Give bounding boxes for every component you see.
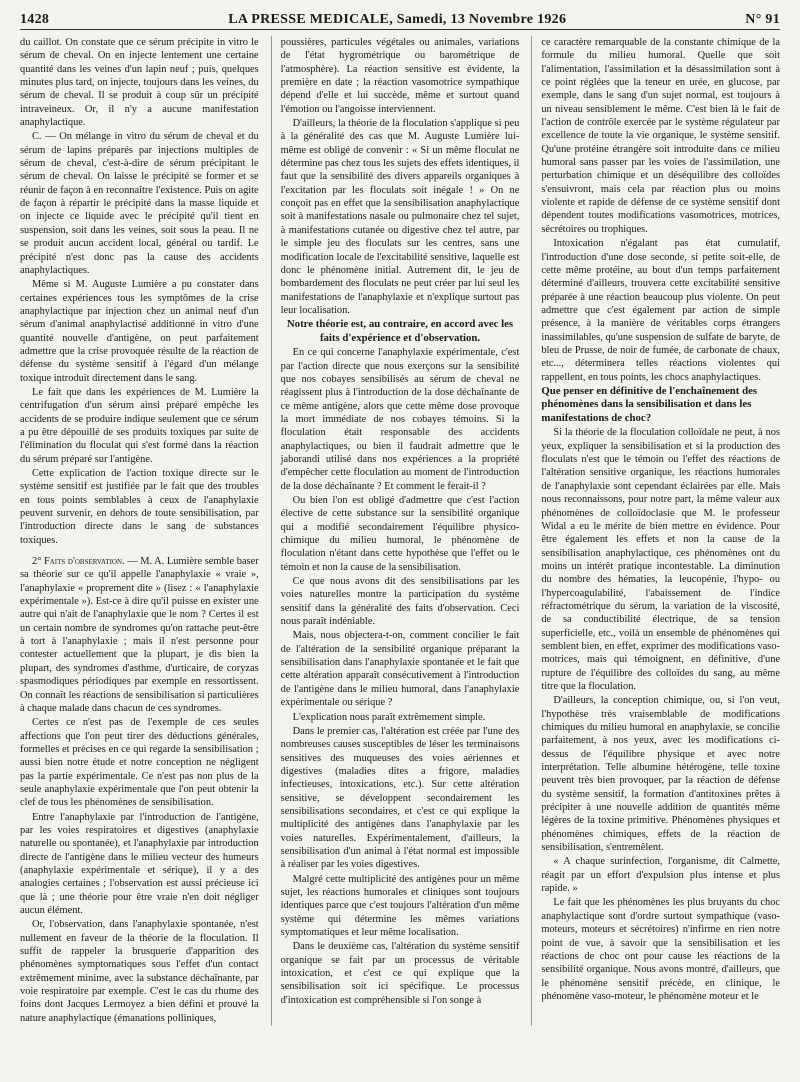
paragraph: Dans le deuxième cas, l'altération du système sensitif organique se fait par un processus de véritable intoxication, et c'est ce qui explique que la sensibilisation soit ici spécifique. Le processus d'intoxication est compréhensible si l'on songe à: [280, 941, 520, 1006]
paragraph-text: — M. A. Lumière semble baser sa théorie sur ce qu'il appelle l'anaphylaxie « vraie », l'anaphylaxie « proprement dite » (lisez : « l'anaphylaxie expérimentale »). Est-ce à dire qu'il puisse en exister une autre qui n'ait de l'anaphylaxie que le nom ? Certes il est un certain nombre de syndromes qu'on rattache peut-être à tort à l'anaphylaxie ; mais il n'est personne pour contester actuellement que la plupart, je dis bien la plupart, des syndromes d'asthme, d'urticaire, de coryzas spasmodiques périodiques par exemple en ressortissent. On connaît les réactions de sensibilisation si particulières à chaque malade dans chacun de ces syndromes.: [20, 556, 259, 714]
journal-title: LA PRESSE MEDICALE, Samedi, 13 Novembre 1926: [228, 12, 567, 27]
page-number: 1428: [20, 12, 50, 27]
paragraph: Ou bien l'on est obligé d'admettre que c'est l'action élective de cette substance sur la sensibilité organique qui a modifié secondairement l'équilibre physico-chimique du milieu humoral, le phénomène de floculation n'étant dans cette hypothèse que l'effet ou le témoin et non la cause de la sensibilisation.: [280, 495, 520, 573]
paragraph: Malgré cette multiplicité des antigènes pour un même sujet, les réactions humorales et cliniques sont toujours identiques parce que c'est toujours l'altération d'un même système qui détermine les mêmes variations symptomatiques et leur même localisation.: [280, 873, 520, 938]
paragraph: Entre l'anaphylaxie par l'introduction de l'antigène, par les voies respiratoires et digestives (anaphylaxie naturelle ou spontanée), et l'anaphylaxie par introduction directe de l'antigène dans le milieu vecteur des humeurs (anaphylaxie expérimentale et sérique), il y a des analogies certaines ; l'observation est aussi précieuse ici que là ; une théorie pour être vraie n'en doit négliger aucun élément.: [20, 811, 259, 916]
column-3: [531, 36, 780, 1026]
issue-number: N° 91: [745, 12, 780, 27]
paragraph: C. — On mélange in vitro du sérum de cheval et du sérum de lapins préparés par injections multiples de sérum de cheval, c'est-à-dire de sérum précipitant le sérum de cheval. On laisse le précipité se former et se réunir de façon à en reconnaître l'existence. Puis on agite de façon à répartir le précipité dans la masse liquide et on injecte ce liquide avec le précipité qu'il tient en suspension, soit dans les veines, soit sous la peau. Il ne se produit aucun accident local, général ou tardif. Le précipité n'est donc pas la cause des accidents anaphylactiques.: [20, 131, 259, 276]
paragraph: Le fait que les phénomènes les plus bruyants du choc anaphylactique sont d'ordre surtout sympathique (vaso-moteurs, moteurs et sécrétoires) n'infirme en rien notre point de vue, à savoir que la sensibilisation et les réactions de choc ont pour cause les réactions de la sensibilité organique. Nous avons montré, d'ailleurs, que le phénomène sensitif précède, en clinique, le phénomène vaso-moteur, le phénomène moteur et le: [541, 897, 781, 1002]
paragraph-faits-observation: [20, 555, 259, 715]
paragraph: Certes ce n'est pas de l'exemple de ces seules affections que l'on peut tirer des déductions générales, formelles et précises en ce qui regarde la sensibilisation ; aussi bien notre étude et notre conception ne négligent pas la partie expérimentale. Ce n'est pas non plus de la seule anaphylaxie expérimentale que l'on peut obtenir la clef de tous les phénomènes de sensibilisation.: [20, 717, 259, 809]
paragraph: Intoxication n'égalant pas état cumulatif, l'introduction d'une dose seconde, si petite soit-elle, de cette même protéine, au bout d'un temps parfaitement déterminé d'ailleurs, trouvera cette excitabilité sensitive préparée à une réaction beaucoup plus violente. On peut admettre que c'est également par action de simple présence, à la manière de véritables corps étrangers inassimilables, qu'une suspension de sulfate de baryte, de bleu de Prusse, de noir de fumée, de carbonate de chaux, etc..., déterminera telles réactions violentes qui rappellent, en tous points, les chocs anaphylactiques.: [541, 238, 781, 383]
paragraph: Mais, nous objectera-t-on, comment concilier le fait de l'altération de la sensibilité organique préparant la sensibilisation dans l'anaphylaxie spontanée et le fait que cette altération apparaît consécutivement à l'introduction de l'antigène dans le milieu humoral, dans l'anaphylaxie expérimentale ou sérique ?: [280, 630, 520, 709]
paragraph: du caillot. On constate que ce sérum précipite in vitro le sérum de cheval. On en injecte lentement une certaine quantité dans les veines d'un lapin neuf ; puis, quelques minutes plus tard, on injecte, toujours dans les veines, du sérum de cheval. Il se produit à coup sûr un précipité intraveineux. Or, il n'y a aucune manifestation anaphylactique.: [20, 37, 259, 129]
paragraph: Le fait que dans les expériences de M. Lumière la centrifugation d'un sérum ainsi préparé empêche les accidents de se produire indique seulement que ce sérum a pu être dépouillé de ses produits toxiques par suite de l'élimination du floculat qui s'est formé dans la réaction du sérum préparé sur l'antigène.: [20, 386, 259, 465]
paragraph: Cette explication de l'action toxique directe sur le système sensitif est justifiée par le fait que des troubles en tous points semblables à ceux de l'anaphylaxie peuvent survenir, en dehors de toute sensibilisation, par l'introduction directe dans le sang de substances toxiques.: [20, 468, 259, 546]
column-2: [271, 36, 520, 1026]
paragraph: Dans le premier cas, l'altération est créée par l'une des nombreuses causes susceptibles de léser les terminaisons sensitives des muqueuses des voies aériennes et digestives (maladies dites a frigore, maladies infectieuses, intoxications, etc.). Sur cette altération sensitive, se développent secondairement les sensibilisations secondaires, et c'est ce qui explique la multiplicité des antigènes dans l'anaphylaxie par les voies naturelles. Expérimentalement, d'ailleurs, la sensibilisation d'un animal à l'état normal est impossible à réaliser par les voies digestives.: [280, 725, 520, 871]
paragraph: Or, l'observation, dans l'anaphylaxie spontanée, n'est nullement en faveur de la théorie de la floculation. Il suffit de rappeler la brusquerie d'apparition des phénomènes symptomatiques sous l'effet d'un contact extrêmement minime, avec la substance déchaînante, par voie respiratoire par exemple. C'est le cas du rhume des foins dont Jacques Lermoyez a bien défini et prouvé la nature anaphylactique (émanations polliniques,: [20, 919, 259, 1024]
paragraph: En ce qui concerne l'anaphylaxie expérimentale, c'est par l'action directe que nous exerçons sur la sensibilité que nos cobayes sensibilisés au sérum de cheval ne réagissent plus à l'introduction de la dose déchaînante de ce même antigène, alors que cette même dose provoque la mort immédiate de nos cobayes témoins. Si la floculation était responsable des accidents anaphylactiques, ou bien il faudrait admettre que le jaborandi utilisé dans nos expériences a la propriété d'empêcher cette floculation au moment de l'introduction de la dose déchaînante ? Et comment le ferait-il ?: [280, 347, 520, 492]
paragraph: D'ailleurs, la théorie de la floculation s'applique si peu à la généralité des cas que M. Auguste Lumière lui-même est obligé de convenir : « Si un même floculat ne détermine pas chez tous les sujets des effets identiques, il faut que la sensibilité des divers appareils organiques à l'excitation par les floculats soit inégale ! » On ne conçoit pas en effet que la sensibilisation anaphylactique soit à manifestations nasale ou pulmonaire chez tel sujet, à manifestations cutanée ou digestive chez tel autre, par le simple jeu des floculats sur les centres, sans une modification locale de l'excitabilité sensitive, laquelle est donc le phénomène initial. Autrement dit, le jeu de bombardement des floculats ne peut créer par lui seul les manifestations de l'anaphylaxie et n'explique surtout pas leur localisation.: [280, 118, 520, 316]
section-heading: Que penser en définitive de l'enchaînement des phénomènes dans la sensibilisation et dans les manifestations de choc?: [541, 384, 758, 424]
paragraph: Si la théorie de la floculation colloïdale ne peut, à nos yeux, expliquer la sensibilisation et si la production des floculats n'est que le témoin ou l'effet des réactions de l'altération sensitive organique, les réactions humorales de l'anaphylaxie sont cependant éclairées par elle. Mais nous reconnaissons, pour notre part, la même valeur aux phénomènes de colloïdoclasie que M. le professeur Widal a eu le mérite de bien mettre en évidence. Pour être également les effets et non la cause de la sensibilisation anaphylactique, ces phénomènes ont du moins un intérêt pratique incontestable. La diminution du nombre des hématies, la leucopénie, l'hypo- ou l'hypercoagulabilité, l'abaissement de l'indice réfractométrique du sérum, la variation de la viscosité, de sa conductibilité électrique, de sa tension superficielle, etc., voilà un ensemble de phénomènes qui semblent bien, en effet, exprimer des modifications vaso-motrices, mais qui témoignent, en définitive, d'une rupture de l'équilibre des colloïdes du sang, au même titre que la floculation.: [541, 427, 781, 692]
paragraph: Même si M. Auguste Lumière a pu constater dans certaines expériences tous les symptômes de la crise anaphylactique par injection chez un animal neuf d'un sérum d'animal anaphylactisé additionné in vitro d'une quantité nouvelle d'antigène, on peut parfaitement admettre que la crise provoquée résulte de la réaction de défense du système sensitif à l'égard d'un mélange toxique introduit directement dans le sang.: [20, 279, 259, 384]
section-label: 2° Faits d'observation.: [32, 556, 125, 568]
article-columns: [20, 30, 780, 1026]
paragraph: Ce que nous avons dit des sensibilisations par les voies naturelles montre la participation du système sensitif dans la généralité des faits d'observation. Ceci nous paraît indéniable.: [280, 576, 520, 628]
section-heading: Notre théorie est, au contraire, en accord avec les faits d'expérience et d'observation.: [286, 318, 514, 344]
page-header: [20, 0, 780, 30]
paragraph: « A chaque surinfection, l'organisme, dit Calmette, réagit par un effort d'expulsion plus intense et plus rapide. »: [541, 856, 781, 895]
paragraph: L'explication nous paraît extrêmement simple.: [292, 711, 486, 723]
paragraph: D'ailleurs, la conception chimique, ou, si l'on veut, l'hypothèse très vraisemblable de modifications chimiques du milieu humoral en anaphylaxie, se concilie parfaitement, à nos yeux, avec les modifications ci-dessus de l'équilibre physique et avec notre interprétation. Telle albumine hétérogène, telle toxine peuvent très bien provoquer, par la réaction de défense du système sensitif, la formation d'antitoxines prêtes à précipiter à une nouvelle addition de quantités même légères de la toxine primitive. Phénomènes physiques et phénomènes chimiques, effets de la réaction de sensibilisation, s'entremêlent.: [541, 695, 781, 854]
paragraph: ce caractère remarquable de la constante chimique de la formule du milieu humoral. Quelle que soit l'alimentation, l'assimilation et la désassimilation sont à ce point réglées que la teneur en urée, en glucose, par exemple, dans le sang d'un sujet normal, est toujours à un niveau sensiblement le même. C'est bien là le fait de l'action de contrôle exercée par le système régulateur par excellence de toute la vie organique, le système sensitif. Qu'une protéine étrangère soit introduite dans ce milieu humoral sans passer par les voies de l'assimilation, une perturbation chimique et un déséquilibre des colloïdes s'ensuivront, mais cela par réaction plus ou moins violente et rapide de défense de ce système sensitif dont dépendent toutes modifications vasomotrices, motrices, sécrétoires ou trophiques.: [541, 37, 781, 235]
paragraph: poussières, particules végétales ou animales, variations de l'état hygrométrique ou barométrique de l'atmosphère). La réaction sensitive est évidente, la première en date ; la réaction vasomotrice sympathique dépend d'elle et lui succède, même et surtout quand l'émotion ou l'angoisse interviennent.: [280, 37, 520, 115]
column-1: [20, 36, 259, 1026]
